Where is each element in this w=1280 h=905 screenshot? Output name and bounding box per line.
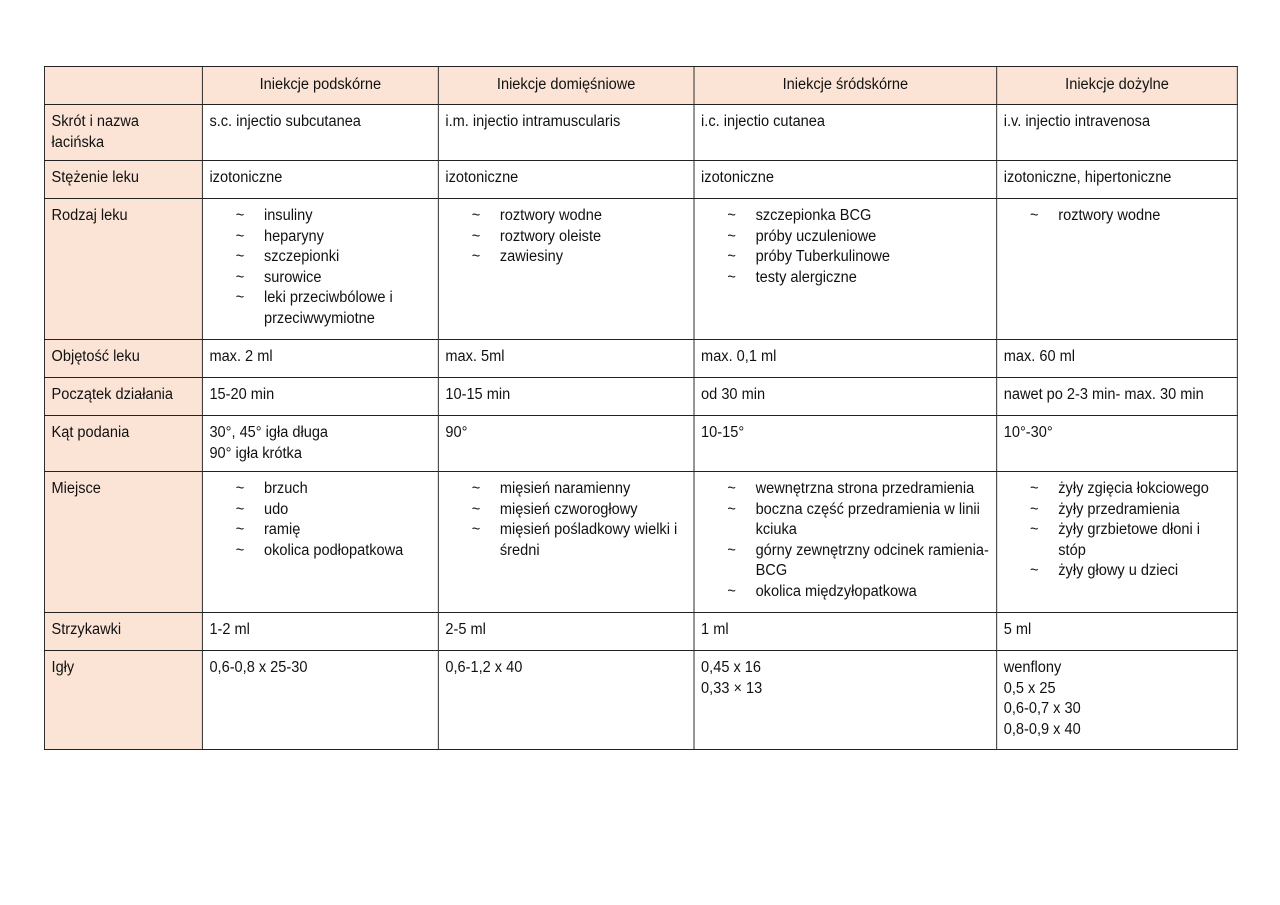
injection-table-container xyxy=(44,66,1237,750)
table-cell xyxy=(202,340,438,378)
row-label: Stężenie leku xyxy=(44,161,202,199)
header-intravenous: Iniekcje dożylne xyxy=(997,67,1238,105)
table-cell xyxy=(438,378,694,416)
list-item: ~ okolica podłopatkowa xyxy=(236,541,432,562)
cell-text: 30°, 45° igła długa xyxy=(209,424,329,441)
bullet-list xyxy=(445,479,687,561)
list-item: ~ roztwory oleiste xyxy=(472,227,687,248)
table-cell xyxy=(438,340,694,378)
cell-text: wenflony xyxy=(1003,659,1062,676)
cell-text: od 30 min xyxy=(701,386,766,403)
table-row xyxy=(44,613,1237,651)
cell-text: 1-2 ml xyxy=(209,621,250,638)
list-item: ~ próby Tuberkulinowe xyxy=(727,247,989,268)
table-cell xyxy=(438,651,694,750)
table-cell xyxy=(438,416,694,472)
bullet-list xyxy=(1004,206,1231,227)
cell-text: izotoniczne xyxy=(701,169,774,186)
table-cell xyxy=(202,472,438,613)
cell-text: i.c. injectio cutanea xyxy=(701,113,825,130)
table-cell xyxy=(997,416,1238,472)
bullet-list xyxy=(445,206,687,268)
row-label: Początek działania xyxy=(44,378,202,416)
cell-text: 2-5 ml xyxy=(445,621,486,638)
list-item: ~ insuliny xyxy=(236,206,432,227)
table-row xyxy=(44,340,1237,378)
cell-text: max. 0,1 ml xyxy=(701,348,777,365)
list-item: ~ surowice xyxy=(236,268,432,289)
list-item: ~ boczna część przedramienia w linii kciuka xyxy=(727,500,989,541)
table-cell xyxy=(694,416,997,472)
list-item: ~ leki przeciwbólowe i przeciwwymiotne xyxy=(236,288,432,329)
table-row xyxy=(44,472,1237,613)
cell-text: max. 5ml xyxy=(445,348,505,365)
cell-text: 0,6-0,8 x 25-30 xyxy=(209,659,308,676)
table-cell xyxy=(694,340,997,378)
list-item: ~ żyły przedramienia xyxy=(1030,500,1230,521)
list-item: ~ żyły grzbietowe dłoni i stóp xyxy=(1030,520,1230,561)
table-row xyxy=(44,105,1237,161)
bullet-list xyxy=(209,479,431,561)
table-cell xyxy=(997,340,1238,378)
row-label: Igły xyxy=(44,651,202,750)
list-item: ~ żyły zgięcia łokciowego xyxy=(1030,479,1230,500)
table-cell xyxy=(997,651,1238,750)
table-cell xyxy=(438,472,694,613)
cell-text: 10-15 min xyxy=(445,386,511,403)
cell-text: 10°-30° xyxy=(1003,424,1053,441)
cell-text: 1 ml xyxy=(701,621,729,638)
header-corner-cell xyxy=(44,67,202,105)
table-cell xyxy=(202,161,438,199)
list-item: ~ górny zewnętrzny odcinek ramienia- BCG xyxy=(727,541,989,582)
row-label: Objętość leku xyxy=(44,340,202,378)
table-row xyxy=(44,199,1237,340)
table-header-row xyxy=(44,67,1237,105)
table-cell xyxy=(997,472,1238,613)
header-subcutaneous: Iniekcje podskórne xyxy=(202,67,438,105)
cell-text: izotoniczne xyxy=(445,169,519,186)
list-item: ~ mięsień naramienny xyxy=(472,479,687,500)
table-cell xyxy=(694,161,997,199)
header-intramuscular: Iniekcje domięśniowe xyxy=(438,67,694,105)
list-item: ~ szczepionki xyxy=(236,247,432,268)
row-label: Skrót i nazwa łacińska xyxy=(44,105,202,161)
table-cell xyxy=(694,472,997,613)
cell-text: 0,45 x 16 xyxy=(701,659,762,676)
table-cell xyxy=(997,199,1238,340)
table-cell xyxy=(438,161,694,199)
list-item: ~ roztwory wodne xyxy=(472,206,687,227)
table-cell xyxy=(202,613,438,651)
list-item: ~ heparyny xyxy=(236,227,432,248)
table-cell xyxy=(202,105,438,161)
cell-text: izotoniczne, hipertoniczne xyxy=(1003,169,1172,186)
table-cell xyxy=(694,651,997,750)
list-item: ~ żyły głowy u dzieci xyxy=(1030,561,1230,582)
cell-text: izotoniczne xyxy=(209,169,283,186)
table-cell xyxy=(202,378,438,416)
cell-text: i.v. injectio intravenosa xyxy=(1003,113,1151,130)
cell-text: nawet po 2-3 min- max. 30 min xyxy=(1003,386,1204,403)
table-cell xyxy=(694,199,997,340)
cell-text: 0,33 × 13 xyxy=(701,679,763,697)
list-item: ~ udo xyxy=(236,500,432,521)
cell-text: 0,6-0,7 x 30 xyxy=(1003,700,1081,717)
list-item: ~ ramię xyxy=(236,520,432,541)
cell-text: 0,8-0,9 x 40 xyxy=(1003,720,1081,738)
table-cell xyxy=(997,161,1238,199)
table-row xyxy=(44,651,1237,750)
table-row xyxy=(44,161,1237,199)
cell-text: 5 ml xyxy=(1003,621,1032,638)
table-cell xyxy=(997,105,1238,161)
bullet-list xyxy=(701,479,990,602)
cell-text: s.c. injectio subcutanea xyxy=(209,113,361,130)
row-label: Strzykawki xyxy=(44,613,202,651)
table-cell xyxy=(997,378,1238,416)
cell-text: 0,5 x 25 xyxy=(1003,679,1056,697)
list-item: ~ zawiesiny xyxy=(472,247,687,268)
row-label: Rodzaj leku xyxy=(44,199,202,340)
cell-text: 10-15° xyxy=(701,424,745,441)
table-cell xyxy=(202,651,438,750)
list-item: ~ wewnętrzna strona przedramienia xyxy=(727,479,989,500)
table-row xyxy=(44,378,1237,416)
table-cell xyxy=(202,199,438,340)
row-label: Miejsce xyxy=(44,472,202,613)
list-item: ~ okolica międzyłopatkowa xyxy=(727,582,989,603)
list-item: ~ roztwory wodne xyxy=(1030,206,1230,227)
cell-text: i.m. injectio intramuscularis xyxy=(445,113,621,130)
table-cell xyxy=(438,613,694,651)
table-cell xyxy=(438,199,694,340)
list-item: ~ mięsień czworogłowy xyxy=(472,500,687,521)
bullet-list xyxy=(1004,479,1231,582)
row-label: Kąt podania xyxy=(44,416,202,472)
table-cell xyxy=(202,416,438,472)
table-row xyxy=(44,416,1237,472)
list-item: ~ próby uczuleniowe xyxy=(727,227,989,248)
list-item: ~ mięsień pośladkowy wielki i średni xyxy=(472,520,687,561)
table-cell xyxy=(694,105,997,161)
list-item: ~ szczepionka BCG xyxy=(727,206,989,227)
table-cell xyxy=(438,105,694,161)
list-item: ~ testy alergiczne xyxy=(727,268,989,289)
list-item: ~ brzuch xyxy=(236,479,432,500)
cell-text: max. 60 ml xyxy=(1003,348,1076,365)
table-cell xyxy=(694,378,997,416)
cell-text: 90° igła krótka xyxy=(209,444,302,462)
table-cell xyxy=(694,613,997,651)
cell-text: 0,6-1,2 x 40 xyxy=(445,659,523,676)
bullet-list xyxy=(701,206,990,288)
bullet-list xyxy=(209,206,431,329)
table-cell xyxy=(997,613,1238,651)
injection-comparison-table xyxy=(44,66,1238,750)
header-intradermal: Iniekcje śródskórne xyxy=(694,67,997,105)
cell-text: 15-20 min xyxy=(209,386,275,403)
cell-text: 90° xyxy=(445,424,468,441)
cell-text: max. 2 ml xyxy=(209,348,273,365)
